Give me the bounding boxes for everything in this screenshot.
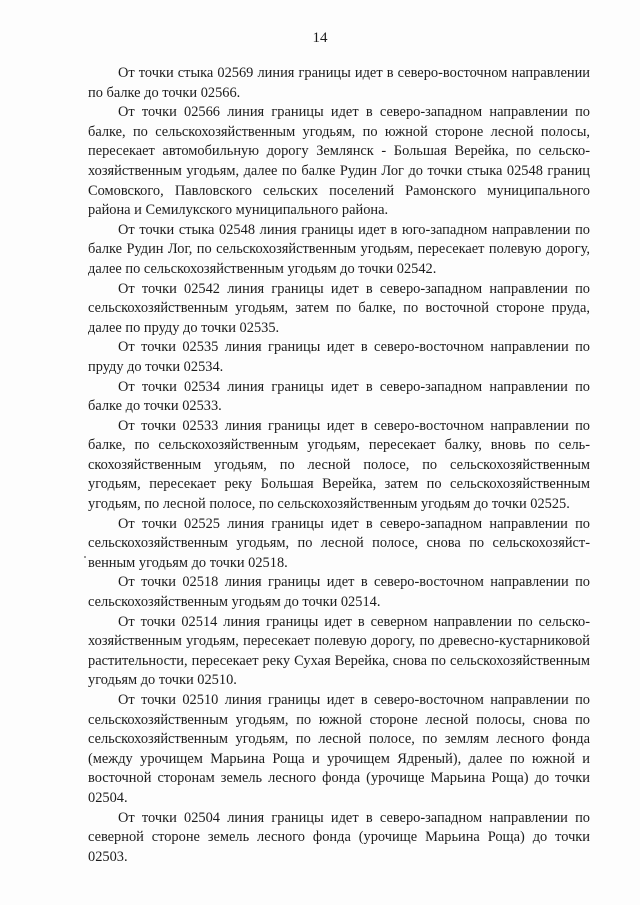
paragraph: От точки стыка 02548 линия границы идет в юго-западном направлении по балке Рудин Лог, по сельскохозяйственным угодьям, пересекает полевую дорогу, далее по сельскохозяйственным угодьям до точки 02542.	[88, 221, 590, 277]
paragraph: От точки 02514 линия границы идет в северном направлении по сельскохозяйственным угодьям, пересекает полевую дорогу, по древесно-кустарниковой растительности, пересекает реку Сухая Верейка, снова по сельскохозяйственным угодьям до точки 02510.	[88, 613, 590, 689]
paragraph: От точки стыка 02569 линия границы идет в северо-восточном направлении по балке до точки 02566.	[88, 65, 590, 101]
paragraph: От точки 02535 линия границы идет в северо-восточном направлении по пруду до точки 02534.	[88, 339, 590, 375]
paragraph: От точки 02504 линия границы идет в северо-западном направлении по северной стороне земель лесного фонда (урочище Марьина Роща) до точки 02503.	[88, 809, 590, 865]
paragraph: От точки 02566 линия границы идет в северо-западном направлении по балке, по сельскохозяйственным угодьям, по южной стороне лесной полосы, пересекает автомобильную дорогу Землянск - Большая Верейка, по сельскохозяйственным угодьям, далее по балке Рудин Лог до точки стыка 02548 границ Сомовского, Павловского сельских поселений Рамонского муниципального района и Семилукского муниципального района.	[88, 104, 590, 219]
document-body	[88, 64, 590, 867]
paragraph: От точки 02533 линия границы идет в северо-восточном направлении по балке, по сельскохозяйственным угодьям, пересекает балку, вновь по сельскохозяйственным угодьям, по лесной полосе, по сельскохозяйственным угодьям, пересекает реку Большая Верейка, затем по сельскохозяйственным угодьям, по лесной полосе, по сельскохозяйственным угодьям до точки 02525.	[88, 417, 590, 513]
paragraph: От точки 02542 линия границы идет в северо-западном направлении по сельскохозяйственным угодьям, затем по балке, по восточной стороне пруда, далее по пруду до точки 02535.	[88, 280, 590, 336]
paragraph: От точки 02525 линия границы идет в северо-западном направлении по сельскохозяйственным угодьям, по лесной полосе, снова по сельскохозяйственным угодьям до точки 02518.	[88, 515, 590, 571]
paragraph: От точки 02510 линия границы идет в северо-восточном направлении по сельскохозяйственным угодьям, по южной стороне лесной полосы, снова по сельскохозяйственным угодьям, по лесной полосе, по землям лесного фонда (между урочищем Марьина Роща и урочищем Ядреный), далее по южной и восточной сторонам земель лесного фонда (урочище Марьина Роща) до точки 02504.	[88, 692, 590, 806]
scan-speck	[84, 556, 86, 558]
paragraph: От точки 02518 линия границы идет в северо-восточном направлении по сельскохозяйственным угодьям до точки 02514.	[88, 574, 590, 611]
page-number: 14	[312, 30, 328, 46]
paragraph: От точки 02534 линия границы идет в северо-западном направлении по балке до точки 02533.	[88, 378, 590, 415]
